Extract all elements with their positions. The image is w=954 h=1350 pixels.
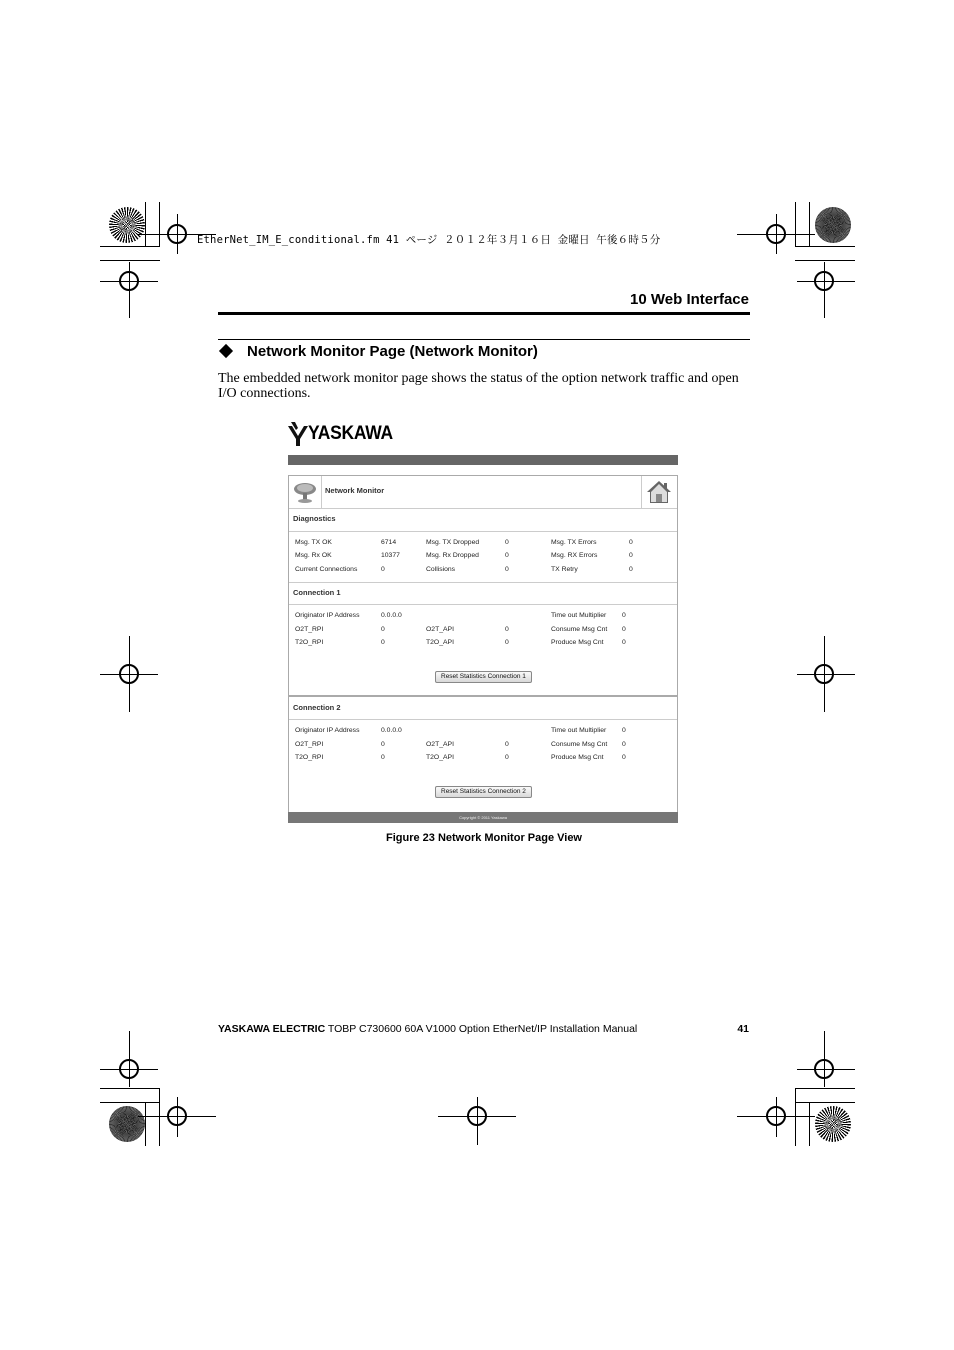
registration-target-icon [167,224,187,244]
diag-value: 6714 [381,539,397,546]
subhead-rule [218,339,750,340]
copyright-bar [288,812,678,823]
o2t-rpi-label: O2T_RPI [295,741,324,748]
page-title: Network Monitor [325,486,385,495]
registration-rosette-icon [815,1106,851,1142]
o2t-rpi-value: 0 [381,741,385,748]
consume-value: 0 [622,741,626,748]
yaskawa-logo-icon [288,422,308,446]
registration-target-icon [766,224,786,244]
diag-label: TX Retry [551,566,578,573]
diag-value: 0 [629,566,633,573]
diag-value: 0 [505,552,509,559]
diag-label: Msg. TX OK [295,539,332,546]
registration-target-icon [814,664,834,684]
diag-value: 0 [629,552,633,559]
o2t-api-label: O2T_API [426,626,454,633]
yaskawa-logo [288,422,400,446]
o2t-rpi-label: O2T_RPI [295,626,324,633]
panel-header [289,476,677,509]
originator-label: Originator IP Address [295,612,360,619]
registration-target-icon [814,271,834,291]
originator-label: Originator IP Address [295,727,360,734]
t2o-rpi-label: T2O_RPI [295,754,324,761]
t2o-api-value: 0 [505,754,509,761]
section-title: 10 Web Interface [630,291,749,308]
footer-brand: YASKAWA ELECTRIC [218,1023,326,1035]
o2t-api-value: 0 [505,626,509,633]
reset-connection2-button[interactable]: Reset Statistics Connection 2 [435,786,532,798]
registration-target-icon [119,271,139,291]
header-rule [218,312,750,315]
diag-value: 0 [381,566,385,573]
home-icon [646,479,672,505]
network-monitor-screenshot [288,420,678,824]
network-monitor-icon [292,479,318,505]
consume-value: 0 [622,626,626,633]
timeout-value: 0 [622,727,626,734]
subheading: Network Monitor Page (Network Monitor) [247,343,538,360]
copyright-text: Copyright © 2011 Yaskawa [459,815,507,820]
diag-value: 0 [629,539,633,546]
o2t-api-label: O2T_API [426,741,454,748]
diag-value: 0 [505,539,509,546]
diag-label: Msg. RX Errors [551,552,598,559]
o2t-api-value: 0 [505,741,509,748]
logo-text: YASKAWA [308,423,393,444]
footer-doc: TOBP C730600 60A V1000 Option EtherNet/IP Installation Manual [325,1023,638,1035]
diamond-bullet-icon [219,344,233,358]
intro-paragraph: The embedded network monitor page shows the status of the option network traffic and open I/O connections. [218,371,739,401]
t2o-api-value: 0 [505,639,509,646]
originator-value: 0.0.0.0 [381,727,402,734]
diag-value: 0 [505,566,509,573]
consume-label: Consume Msg Cnt [551,626,608,633]
originator-value: 0.0.0.0 [381,612,402,619]
produce-value: 0 [622,754,626,761]
reset-connection1-button[interactable]: Reset Statistics Connection 1 [435,671,532,683]
diag-label: Msg. Rx Dropped [426,552,479,559]
t2o-api-label: T2O_API [426,754,454,761]
registration-target-icon [119,664,139,684]
figure-caption: Figure 23 Network Monitor Page View [385,832,582,844]
print-header: EtherNet_IM_E_conditional.fm 41 ページ ２０１２年３月１６日 金曜日 午後６時５分 [197,234,661,246]
diag-value: 10377 [381,552,400,559]
diagnostics-title: Diagnostics [293,514,336,523]
produce-label: Produce Msg Cnt [551,754,604,761]
top-bar [288,455,678,465]
connection1-title: Connection 1 [293,588,341,597]
page-number: 41 [737,1023,749,1035]
diag-label: Msg. TX Dropped [426,539,480,546]
registration-target-icon [467,1106,487,1126]
t2o-api-label: T2O_API [426,639,454,646]
registration-rosette-icon [109,207,145,243]
connection2-title: Connection 2 [293,703,341,712]
timeout-value: 0 [622,612,626,619]
registration-target-icon [814,1059,834,1079]
timeout-label: Time out Multiplier [551,612,607,619]
timeout-label: Time out Multiplier [551,727,607,734]
registration-target-icon [119,1059,139,1079]
diag-label: Msg. Rx OK [295,552,332,559]
diag-label: Msg. TX Errors [551,539,597,546]
registration-target-icon [167,1106,187,1126]
footer-doc-info [218,1023,637,1035]
o2t-rpi-value: 0 [381,626,385,633]
t2o-rpi-value: 0 [381,754,385,761]
diag-label: Collisions [426,566,456,573]
monitor-panel [288,475,678,813]
consume-label: Consume Msg Cnt [551,741,608,748]
registration-target-icon [766,1106,786,1126]
home-button[interactable] [641,476,677,508]
produce-value: 0 [622,639,626,646]
t2o-rpi-value: 0 [381,639,385,646]
diag-label: Current Connections [295,566,358,573]
t2o-rpi-label: T2O_RPI [295,639,324,646]
registration-rosette-icon [109,1106,145,1142]
registration-rosette-icon [815,207,851,243]
produce-label: Produce Msg Cnt [551,639,604,646]
